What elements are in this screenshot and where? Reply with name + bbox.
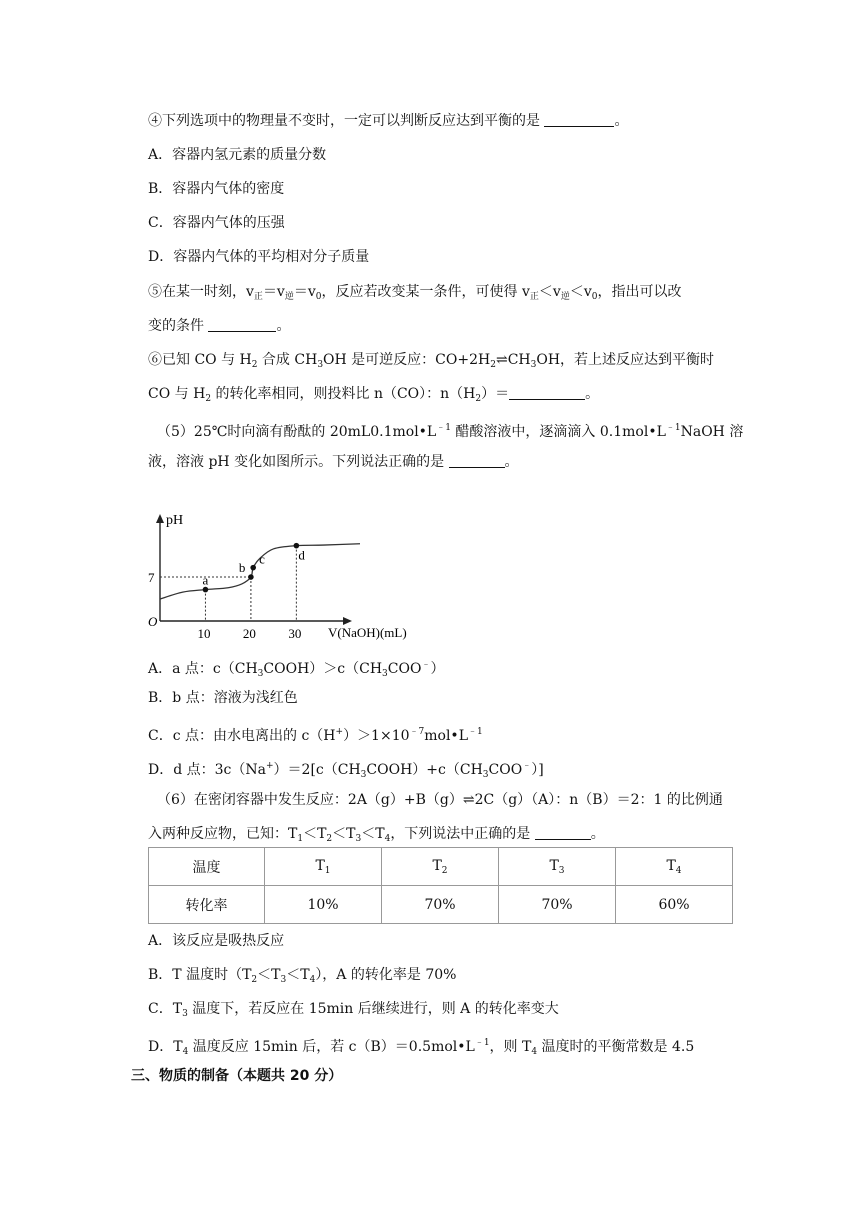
part5-option-a: A．a 点：$c(CH_3COOH)>c(CH_3COO^﹣)$ <box>148 660 445 679</box>
data-point-b <box>248 574 254 580</box>
table-cell: 10% <box>265 886 382 924</box>
q4-stem: ④下列选项中的物理量不变时，一定可以判断反应达到平衡的是 。 <box>148 113 629 129</box>
point-label: c <box>259 551 265 567</box>
q4-option-c: C．容器内气体的压强 <box>148 215 285 231</box>
x-tick-label: 30 <box>288 626 302 641</box>
q4-option-d: D．容器内气体的平均相对分子质量 <box>148 249 370 265</box>
part6-option-c: C．$T_3$ 温度下，若反应在 15min 后继续进行，则 A 的转化率变大 <box>148 1001 559 1019</box>
table-cell: 70% <box>499 886 616 924</box>
answer-blank[interactable] <box>208 317 276 332</box>
table-header-cell: $T_3$ <box>499 848 616 886</box>
table-header-cell: 温度 <box>149 848 265 886</box>
part5-option-b: B．b 点：溶液为浅红色 <box>148 690 298 706</box>
section-heading: 三、物质的制备（本题共 20 分） <box>131 1068 343 1084</box>
q6-stem-line2: CO 与 $H_2$ 的转化率相同，则投料比 n（CO）：$n(H_2)=$ 。 <box>148 386 600 404</box>
table-cell: 70% <box>382 886 499 924</box>
data-point-c <box>250 565 256 571</box>
table-header-cell: $T_2$ <box>382 848 499 886</box>
part6-option-b: B．T 温度时$(T_2<T_3<T_4)$，A 的转化率是 70% <box>148 967 457 985</box>
x-axis-arrow <box>343 617 352 625</box>
y-axis-label: pH <box>166 513 184 528</box>
q5-stem-line2: 变的条件 。 <box>148 318 291 334</box>
x-axis-label: V(NaOH)(mL) <box>328 625 407 640</box>
part5-stem-line2: 液，溶液 pH 变化如图所示。下列说法正确的是 。 <box>148 454 519 470</box>
q6-stem-line1: ⑥已知 CO 与 $H_2$ 合成 $CH_3OH$ 是可逆反应：$CO+2H_2\rightleftharpoons CH_3OH$，若上述反应达到平衡时 <box>148 352 715 370</box>
table-cell: 转化率 <box>149 886 265 924</box>
table-header-cell: $T_4$ <box>616 848 733 886</box>
point-label: b <box>238 560 246 576</box>
table-row <box>149 848 733 886</box>
y-tick-label: 7 <box>148 570 155 586</box>
part6-stem-line1: （6）在密闭容器中发生反应：2A（g）+B（g）⇌2C（g）（A）：n（B）＝2：1 的比例通 <box>157 792 723 808</box>
answer-blank[interactable] <box>535 825 591 840</box>
conversion-table <box>148 847 733 924</box>
table-cell: 60% <box>616 886 733 924</box>
part5-option-d: D．d 点：$3c(Na^+)=2[c(CH_3COOH)+c(CH_3COO^﹣)]$ <box>148 761 544 780</box>
answer-blank[interactable] <box>509 385 585 400</box>
table-row <box>149 886 733 924</box>
table-header-cell: $T_1$ <box>265 848 382 886</box>
q5-stem-line1: ⑤在某一时刻，$v_正=v_逆=v_0$，反应若改变某一条件，可使得 $v_正<v_逆<v_0$，指出可以改 <box>148 284 682 302</box>
answer-blank[interactable] <box>449 453 505 468</box>
x-tick-label: 10 <box>197 626 211 641</box>
part6-option-a: A．该反应是吸热反应 <box>148 933 285 949</box>
point-label: a <box>202 572 209 588</box>
part6-stem-line2: 入两种反应物，已知：$T_1<T_2<T_3<T_4$，下列说法中正确的是 。 <box>148 826 605 844</box>
q4-option-a: A．容器内氢元素的质量分数 <box>148 147 327 163</box>
titration-curve-chart <box>140 508 440 643</box>
x-tick-label: 20 <box>242 626 256 641</box>
q4-option-b: B．容器内气体的密度 <box>148 181 285 197</box>
data-point-a <box>203 587 209 593</box>
point-label: d <box>298 547 305 563</box>
part5-stem-line1: （5）25℃时向滴有酚酞的 $20mL0.1mol•L^{﹣1}$ 醋酸溶液中，逐滴滴入 $0.1mol•L^{﹣1}NaOH$ 溶 <box>157 423 744 440</box>
y-axis-arrow <box>156 514 164 523</box>
part6-option-d: D．$T_4$ 温度反应 15min 后，若 $c(B)=0.5mol•L^{﹣1}$，则 $T_4$ 温度时的平衡常数是 4.5 <box>148 1038 695 1057</box>
answer-blank[interactable] <box>544 112 614 127</box>
origin-label: O <box>148 614 158 629</box>
part5-option-c: C．c 点：由水电离出的 $c(H^+)>1\times 10^{﹣7}mol•L^{﹣1}$ <box>148 727 483 744</box>
